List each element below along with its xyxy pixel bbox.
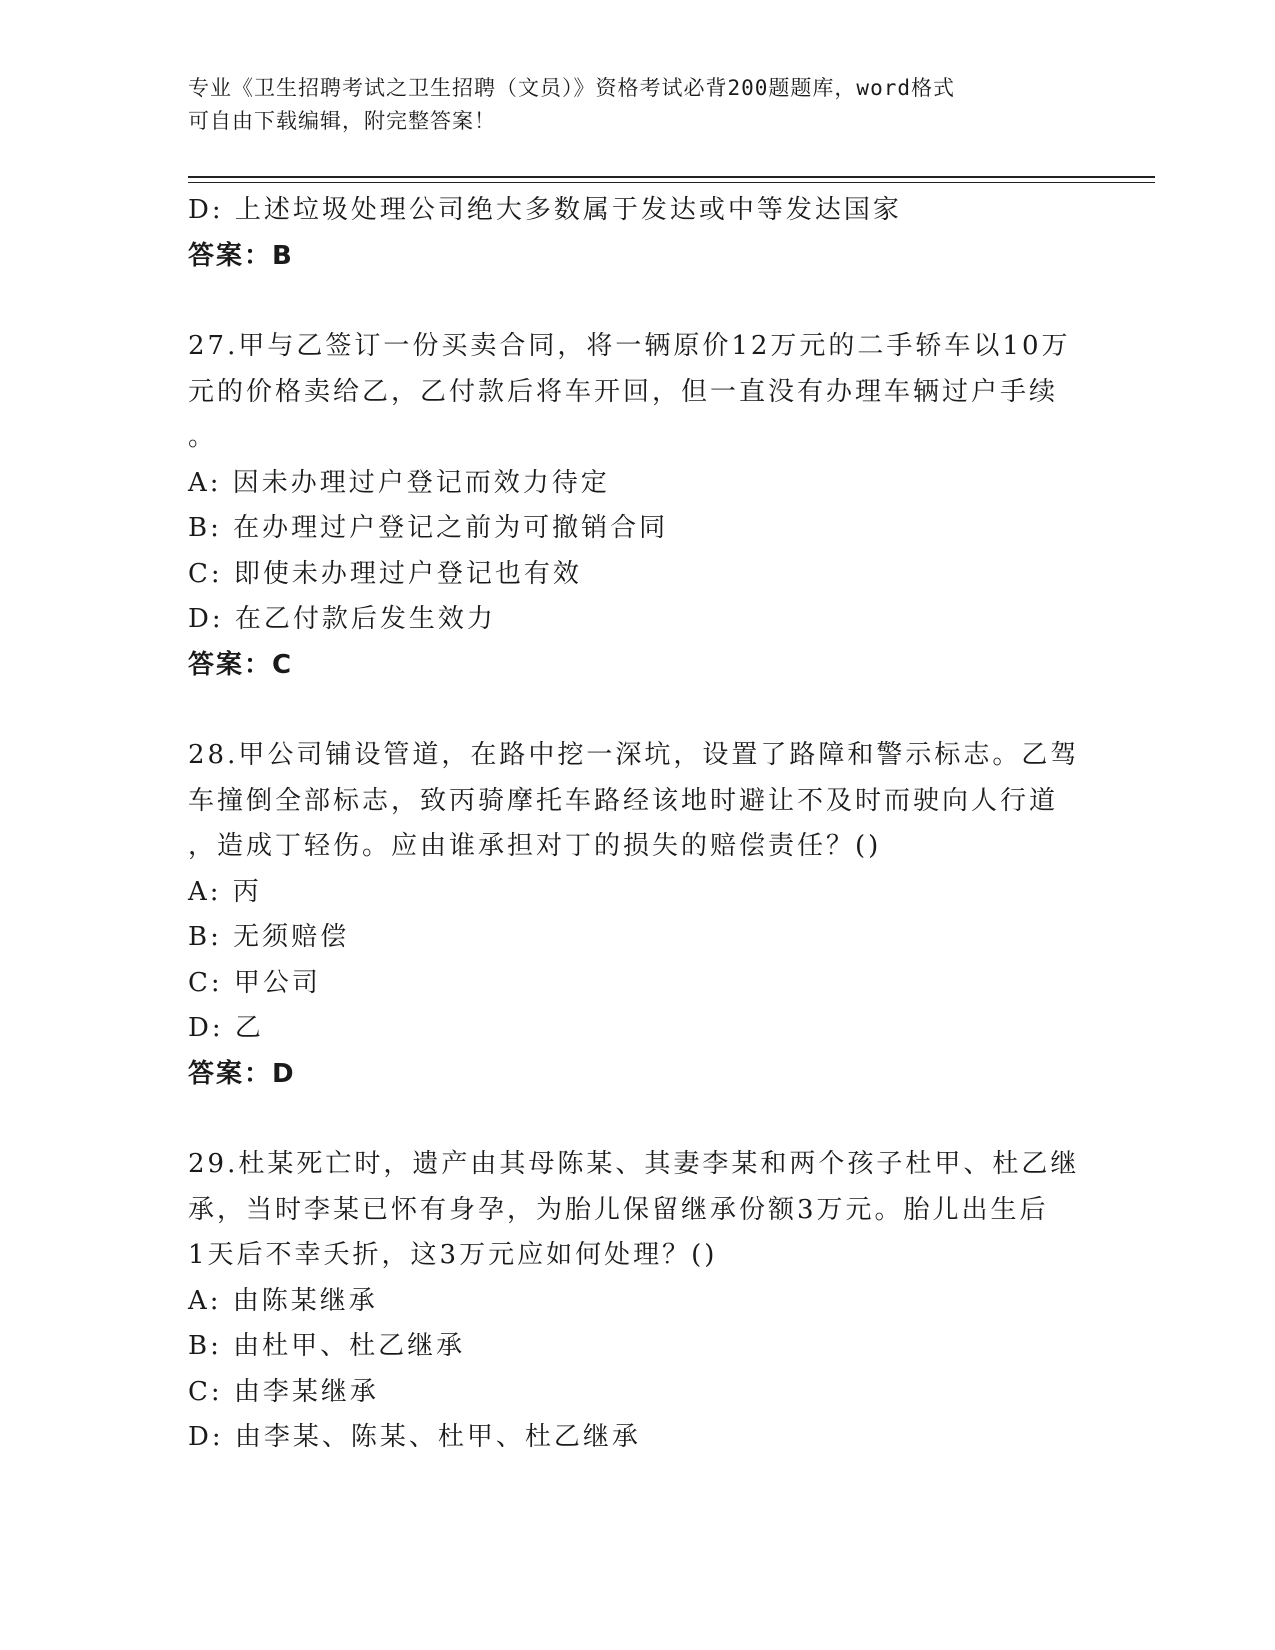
option-d: D: 上述垃圾处理公司绝大多数属于发达或中等发达国家 bbox=[188, 195, 902, 225]
answer-line: 答案：B bbox=[188, 240, 294, 271]
option-a: A: 由陈某继承 bbox=[188, 1285, 378, 1316]
question-text bbox=[188, 733, 1088, 870]
question-28 bbox=[188, 733, 1088, 1097]
header-divider-thin bbox=[188, 182, 1155, 183]
option-c: C: 甲公司 bbox=[188, 967, 321, 998]
header-line-1: 专业《卫生招聘考试之卫生招聘（文员）》资格考试必背200题题库，word格式 bbox=[188, 76, 955, 100]
question-text-line: 1天后不幸夭折，这3万元应如何处理？() bbox=[188, 1240, 718, 1270]
question-text-line: 28.甲公司铺设管道，在路中挖一深坑，设置了路障和警示标志。乙驾 bbox=[188, 740, 1080, 770]
question-text-line: 承，当时李某已怀有身孕，为胎儿保留继承份额3万元。胎儿出生后 bbox=[188, 1194, 1049, 1225]
header-divider bbox=[188, 176, 1155, 178]
option-d: D: 乙 bbox=[188, 1013, 264, 1043]
option-c: C: 由李某继承 bbox=[188, 1376, 379, 1407]
question-text-line: ，造成丁轻伤。应由谁承担对丁的损失的赔偿责任？() bbox=[188, 831, 882, 861]
answer-line: 答案：C bbox=[188, 649, 294, 680]
option-b: B: 在办理过户登记之前为可撤销合同 bbox=[188, 513, 669, 543]
question-text bbox=[188, 324, 1088, 461]
option-d: D: 由李某、陈某、杜甲、杜乙继承 bbox=[188, 1422, 641, 1452]
question-text bbox=[188, 1142, 1088, 1279]
question-text-line: 车撞倒全部标志，致丙骑摩托车路经该地时避让不及时而驶向人行道 bbox=[188, 785, 1059, 816]
header-line-2: 可自由下载编辑，附完整答案！ bbox=[188, 109, 496, 133]
question-text-line: 27.甲与乙签订一份买卖合同，将一辆原价12万元的二手轿车以10万 bbox=[188, 331, 1071, 361]
option-b: B: 由杜甲、杜乙继承 bbox=[188, 1331, 466, 1361]
question-text-line: 29.杜某死亡时，遗产由其母陈某、其妻李某和两个孩子杜甲、杜乙继 bbox=[188, 1149, 1080, 1179]
previous-question-tail bbox=[188, 188, 1088, 279]
question-29 bbox=[188, 1142, 1088, 1461]
question-27 bbox=[188, 324, 1088, 688]
option-a: A: 丙 bbox=[188, 876, 262, 907]
option-a: A: 因未办理过户登记而效力待定 bbox=[188, 467, 610, 498]
answer-line: 答案：D bbox=[188, 1058, 296, 1089]
question-text-line: 。 bbox=[188, 422, 218, 452]
question-text-line: 元的价格卖给乙，乙付款后将车开回，但一直没有办理车辆过户手续 bbox=[188, 376, 1059, 407]
option-d: D: 在乙付款后发生效力 bbox=[188, 604, 496, 634]
option-c: C: 即使未办理过户登记也有效 bbox=[188, 558, 582, 589]
option-b: B: 无须赔偿 bbox=[188, 922, 350, 952]
document-body bbox=[188, 188, 1088, 1461]
page-header bbox=[188, 72, 1068, 138]
